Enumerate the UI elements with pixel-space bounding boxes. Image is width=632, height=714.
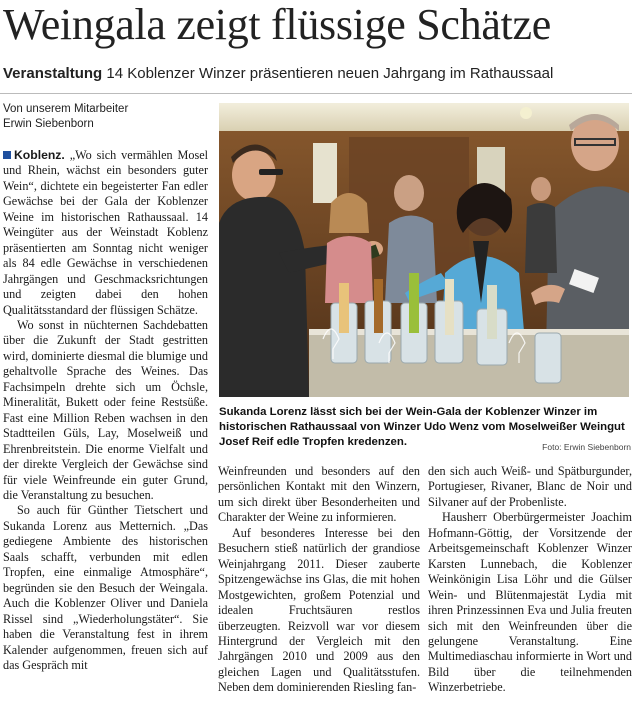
paragraph: Wo sonst in nüchternen Sachdebatten über die Zukunft der Stadt gestritten wird, dominierte diesmal die blumige und gehaltvolle Sprache des Weines. Das Fachsimpeln drehte sich um Öchsle, Mineralität, Bukett oder feine Restsüße. Fast eine Million Reben wachsen in den Stadtteilen Güls, Lay, Moselweiß und Ehrenbreitstein. Die enorme Vielfalt und der direkte Vergleich der Gewächse sind für viele Weinfreunde ein guter Grund, die Veranstaltung zu besuchen. [3,317,208,502]
paragraph-text: „Wo sich vermählen Mosel und Rhein, wächst ein besonders guter Wein“, dichtete ein begeisterter Fan edler Gewächse bei der Gala der Koblenzer Weine im historischen Rathaussaal. 14 Weingüter aus der Weinstadt Koblenz präsentierten am Sonntag nicht weniger als 84 edle Gewächse in verschiedenen Jahrgängen und Geschmacksrichtungen und zeigten dabei den hohen Qualitätsstandard der flüssigen Schätze. [3,148,208,317]
byline [3,102,203,132]
article-column-2 [218,464,420,714]
dateline: Koblenz. [14,148,65,162]
byline-author: Erwin Siebenborn [3,118,94,130]
paragraph: Hausherr Oberbürgermeister Joachim Hofmann-Göttig, der Vorsitzende der Arbeitsgemeinschaft Koblenzer Winzer Karsten Lunnebach, die Koblenzer Weinkönigin Lisa Löhr und die Gülser Wein- und Blütenmajestät Lydia mit ihren Prinzessinnen Eva und Julia freuten sich mit den Weinfreunden über die gelungene Veranstaltung. Eine Multimediaschau informierte in Wort und Bild über die teilnehmenden Winzerbetriebe. [428,510,632,695]
article-photo [219,103,629,397]
kicker: Veranstaltung [3,65,103,82]
divider [0,93,632,94]
photo-caption: Sukanda Lorenz lässt sich bei der Wein-Gala der Koblenzer Winzer im historischen Rathaussaal von Winzer Udo Wenz vom Moselweißer Weingut Josef Reif edle Tropfen kredenzen. [219,406,625,448]
photo-credit: Foto: Erwin Siebenborn [542,442,631,452]
dateline-marker [3,151,11,159]
paragraph [3,148,208,318]
paragraph: den sich auch Weiß- und Spätburgunder, Portugieser, Rivaner, Blanc de Noir und Silvaner auf der Probenliste. [428,464,632,509]
paragraph: Weinfreunden und besonders auf den persönlichen Kontakt mit den Winzern, um sich direkt über Besonderheiten und Charakter der Weine zu informieren. [218,464,420,525]
article-column-1 [3,148,208,714]
paragraph: So auch für Günther Tietschert und Sukanda Lorenz aus Metternich. „Das gediegene Ambiente des historischen Saals schafft, verbunden mit edlen Tropfen, eine einmalige Atmosphäre“, begründen sie den Besuch der Weingala. Auch die Koblenzer Oliver und Daniela Rissel sind „Wiederholungstäter“. Sie haben die Veranstaltung fest in ihrem Kalender aufgenommen, freuen sich auf das Gespräch mit [3,503,208,672]
headline: Weingala zeigt flüssige Schätze [3,0,551,49]
subhead-text: 14 Koblenzer Winzer präsentieren neuen Jahrgang im Rathaussaal [106,65,554,82]
byline-line-1: Von unserem Mitarbeiter [3,103,129,115]
paragraph: Auf besonderes Interesse bei den Besuchern stieß natürlich der grandiose Weinjahrgang 2011. Dieser zauberte Spitzengewächse ins Glas, die mit hohen Mostgewichten, großem Potenzial und idealen Fruchtsäuren restlos überzeugten. Reizvoll war vor diesem Hintergrund der Vergleich mit den Jahrgängen 2010 und 2009 aus den gleichen Lagen und Qualitätsstufen. Neben dem dominierenden Riesling fan- [218,525,420,695]
article-column-3 [428,464,632,714]
wine-tasting-photo [219,103,629,397]
subheadline [3,64,631,84]
